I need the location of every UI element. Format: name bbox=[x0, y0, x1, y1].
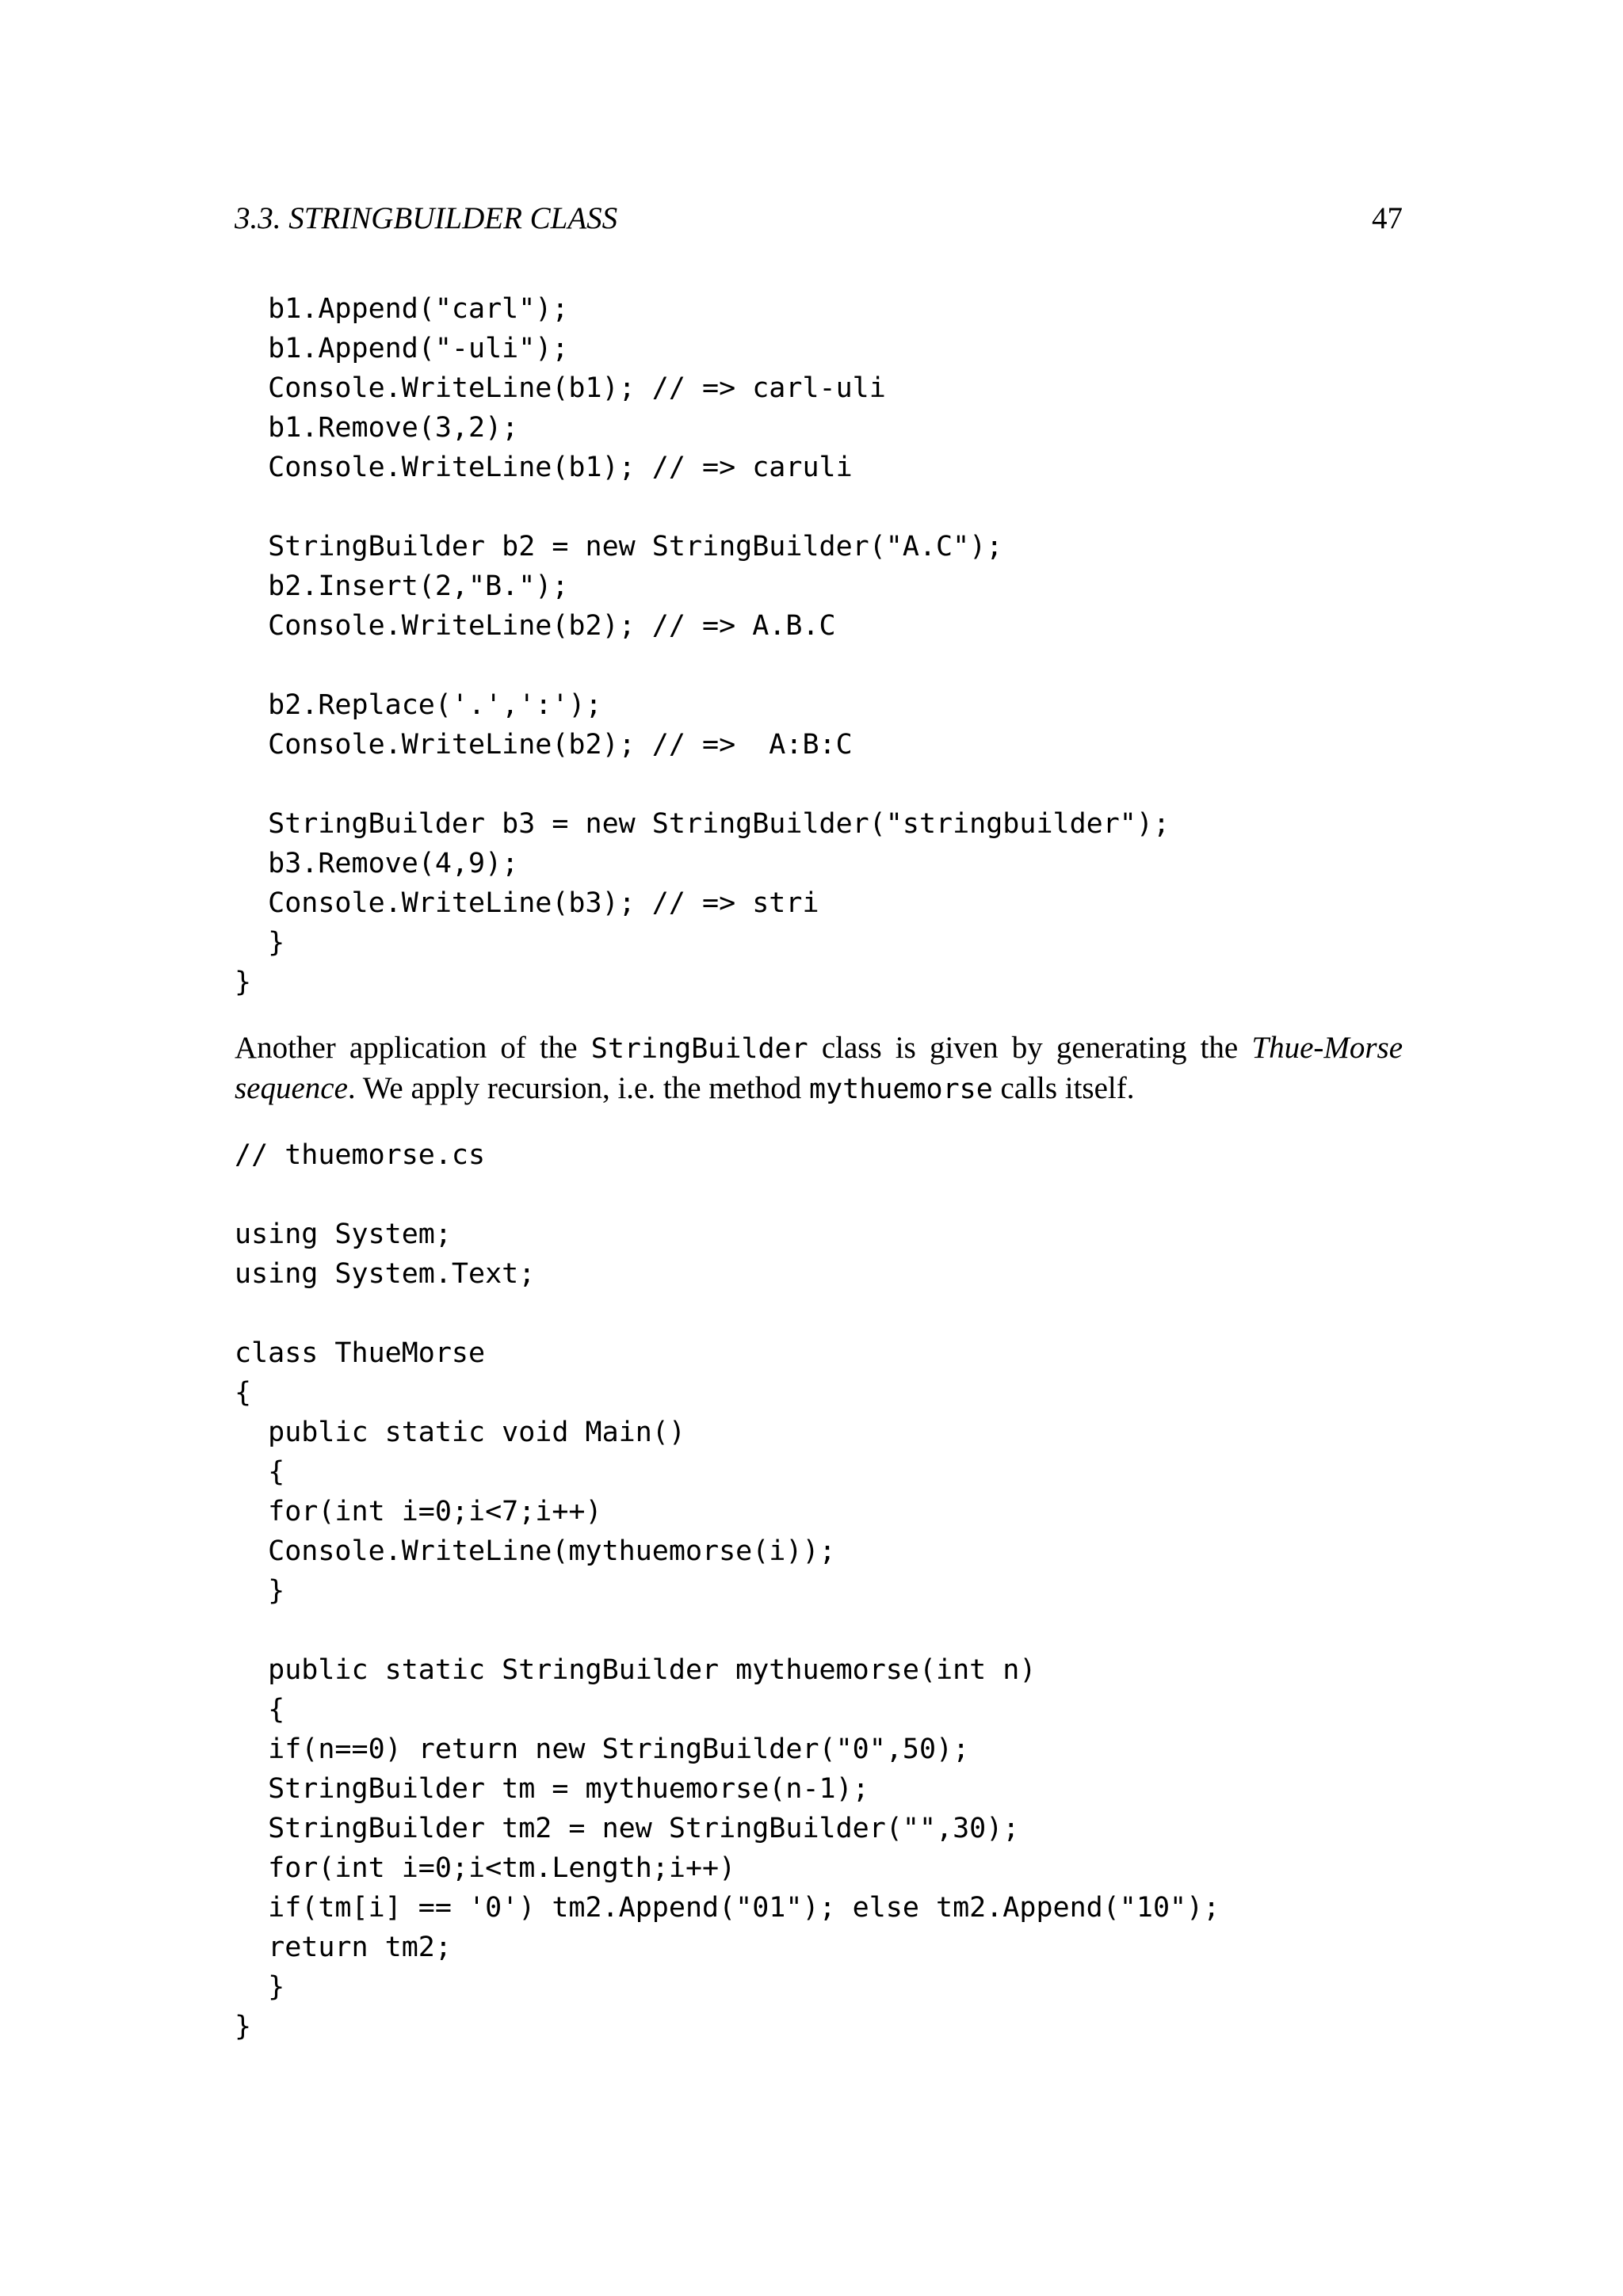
code-line: StringBuilder b2 = new StringBuilder("A.C"); bbox=[235, 531, 1003, 563]
code-line: public static void Main() bbox=[235, 1417, 685, 1448]
code-line: using System.Text; bbox=[235, 1258, 536, 1290]
code-line: { bbox=[235, 1456, 285, 1488]
code-line: class ThueMorse bbox=[235, 1337, 486, 1369]
code-line: b1.Append("-uli"); bbox=[235, 333, 569, 364]
code-line: if(n==0) return new StringBuilder("0",50); bbox=[235, 1733, 970, 1765]
code-line: Console.WriteLine(mythuemorse(i)); bbox=[235, 1535, 836, 1567]
code-line: b1.Append("carl"); bbox=[235, 293, 569, 325]
code-line: b1.Remove(3,2); bbox=[235, 412, 519, 444]
code-line: public static StringBuilder mythuemorse(int n) bbox=[235, 1654, 1037, 1686]
page-number: 47 bbox=[1372, 201, 1403, 235]
code-line: if(tm[i] == '0') tm2.Append("01"); else tm2.Append("10"); bbox=[235, 1892, 1220, 1924]
code-line bbox=[235, 765, 1170, 804]
code-line: Console.WriteLine(b3); // => stri bbox=[235, 887, 819, 919]
paragraph-text: class is given by generating the bbox=[808, 1031, 1252, 1065]
code-line: } bbox=[235, 1575, 285, 1607]
code-line: Console.WriteLine(b1); // => carl-uli bbox=[235, 372, 886, 404]
body-paragraph bbox=[235, 1028, 1403, 1109]
code-line: b2.Replace('.',':'); bbox=[235, 689, 602, 721]
code-block-thuemorse bbox=[235, 1135, 1220, 2046]
code-line: b2.Insert(2,"B."); bbox=[235, 570, 569, 602]
code-line bbox=[235, 1294, 1220, 1333]
code-block-stringbuilder-demo bbox=[235, 289, 1170, 1002]
section-title: 3.3. STRINGBUILDER CLASS bbox=[235, 201, 618, 235]
code-line: { bbox=[235, 1377, 252, 1409]
code-line: Console.WriteLine(b2); // => A.B.C bbox=[235, 610, 836, 642]
code-line: { bbox=[235, 1694, 285, 1726]
code-line: Console.WriteLine(b2); // => A:B:C bbox=[235, 729, 853, 761]
inline-code-stringbuilder: StringBuilder bbox=[590, 1033, 808, 1065]
code-line: b3.Remove(4,9); bbox=[235, 848, 519, 879]
code-line: } bbox=[235, 1971, 285, 2003]
code-line: } bbox=[235, 927, 285, 959]
code-line: StringBuilder tm2 = new StringBuilder("",30); bbox=[235, 1813, 1020, 1844]
code-line: // thuemorse.cs bbox=[235, 1139, 486, 1171]
inline-code-mythuemorse: mythuemorse bbox=[809, 1074, 993, 1105]
running-header bbox=[235, 195, 1403, 242]
code-line: } bbox=[235, 2011, 252, 2042]
code-line: using System; bbox=[235, 1219, 452, 1250]
code-line bbox=[235, 646, 1170, 685]
paragraph-text: calls itself. bbox=[992, 1071, 1135, 1105]
paragraph-text: . We apply recursion, i.e. the method bbox=[347, 1071, 809, 1105]
code-line: } bbox=[235, 967, 252, 998]
code-line: return tm2; bbox=[235, 1932, 452, 1963]
code-line: for(int i=0;i<7;i++) bbox=[235, 1496, 602, 1527]
code-line: Console.WriteLine(b1); // => caruli bbox=[235, 452, 853, 483]
code-line bbox=[235, 1175, 1220, 1215]
code-line: StringBuilder tm = mythuemorse(n-1); bbox=[235, 1773, 869, 1805]
code-line bbox=[235, 487, 1170, 527]
code-line bbox=[235, 1611, 1220, 1650]
code-line: for(int i=0;i<tm.Length;i++) bbox=[235, 1852, 736, 1884]
paragraph-text: Another application of the bbox=[235, 1031, 591, 1065]
code-line: StringBuilder b3 = new StringBuilder("stringbuilder"); bbox=[235, 808, 1170, 840]
emphasis-thue-morse: Thue-Morse sequence bbox=[235, 1031, 1403, 1105]
